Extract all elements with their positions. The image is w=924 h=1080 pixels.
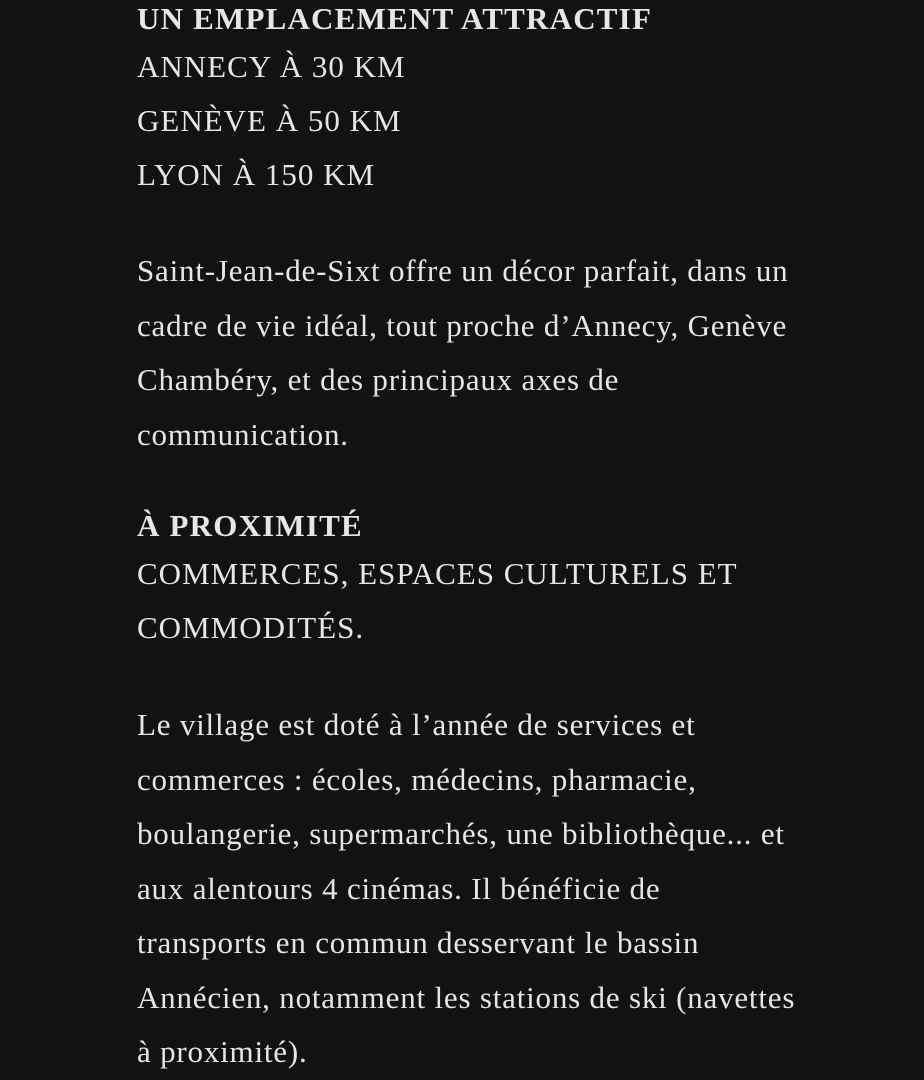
paragraph-line: Le village est doté à l’année de services et	[137, 707, 696, 742]
distance-lyon: LYON À 150 KM	[137, 157, 376, 192]
paragraph-line: transports en commun desservant le bassin	[137, 925, 700, 960]
paragraph-line: communication.	[137, 416, 349, 452]
distance-annecy: ANNECY À 30 KM	[137, 49, 406, 84]
paragraph-line: Annécien, notamment les stations de ski (navettes	[137, 979, 796, 1015]
paragraph-line: boulangerie, supermarchés, une bibliothèque... et	[137, 816, 785, 851]
location-paragraph	[137, 244, 788, 462]
distance-geneve: GENÈVE À 50 KM	[137, 103, 402, 138]
location-section	[137, 0, 652, 202]
paragraph-line: Saint-Jean-de-Sixt offre un décor parfait, dans un	[137, 253, 789, 288]
proximity-subheading-line: COMMODITÉS.	[137, 610, 365, 645]
proximity-section	[137, 505, 738, 655]
proximity-heading: À PROXIMITÉ	[137, 508, 363, 543]
proximity-paragraph	[137, 698, 795, 1080]
paragraph-line: aux alentours 4 cinémas. Il bénéficie de	[137, 870, 661, 906]
paragraph-line: à proximité).	[137, 1034, 308, 1069]
proximity-subheading-line: COMMERCES, ESPACES CULTURELS ET	[137, 556, 738, 591]
paragraph-line: Chambéry, et des principaux axes de	[137, 362, 620, 397]
location-heading: UN EMPLACEMENT ATTRACTIF	[137, 1, 653, 36]
paragraph-line: cadre de vie idéal, tout proche d’Annecy, Genève	[137, 307, 788, 343]
paragraph-line: commerces : écoles, médecins, pharmacie,	[137, 761, 697, 797]
